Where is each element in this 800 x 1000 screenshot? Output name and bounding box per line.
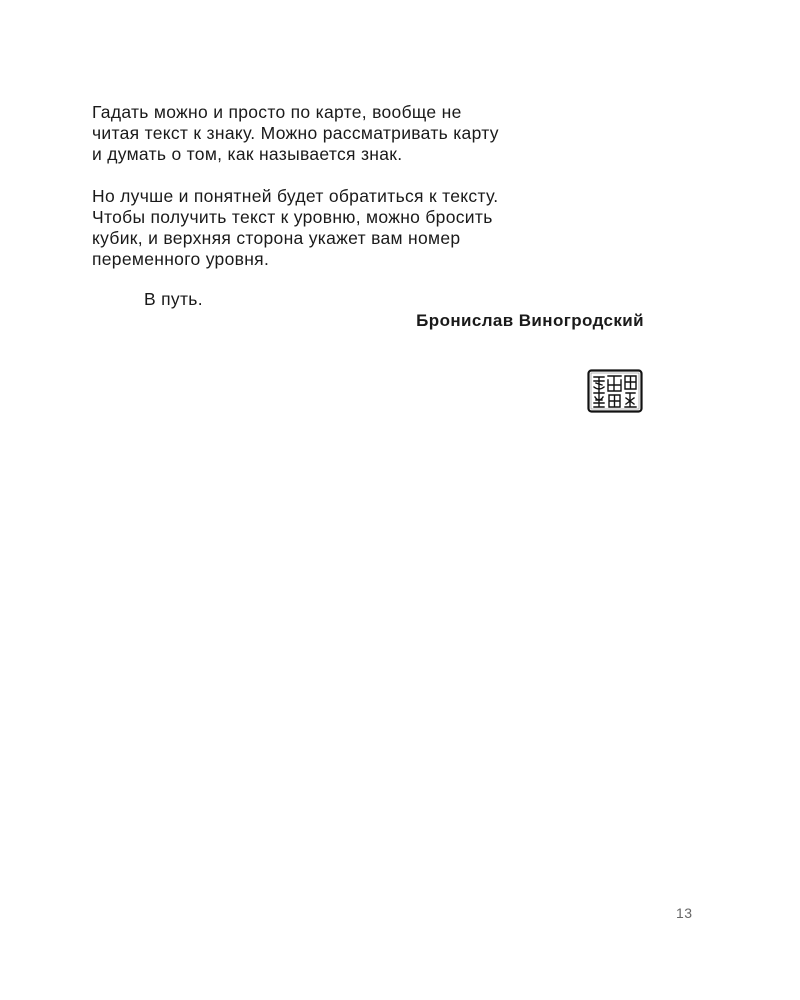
paragraph-line: Чтобы получить текст к уровню, можно бросить: [92, 207, 493, 227]
paragraph-line: читая текст к знаку. Можно рассматривать карту: [92, 123, 499, 143]
seal-stamp-icon: [587, 369, 643, 413]
paragraph-line: Но лучше и понятней будет обратиться к тексту.: [92, 186, 499, 206]
paragraph-line: Гадать можно и просто по карте, вообще не: [92, 102, 462, 122]
paragraph-line: переменного уровня.: [92, 249, 270, 269]
author-signature: Бронислав Виногродский: [416, 311, 644, 330]
closing-phrase: В путь.: [144, 289, 203, 309]
paragraph-line: кубик, и верхняя сторона укажет вам номер: [92, 228, 461, 248]
paragraph-line: и думать о том, как называется знак.: [92, 144, 403, 164]
page-number: 13: [676, 905, 693, 921]
paragraph-1: [92, 102, 672, 165]
paragraph-2: [92, 186, 672, 270]
